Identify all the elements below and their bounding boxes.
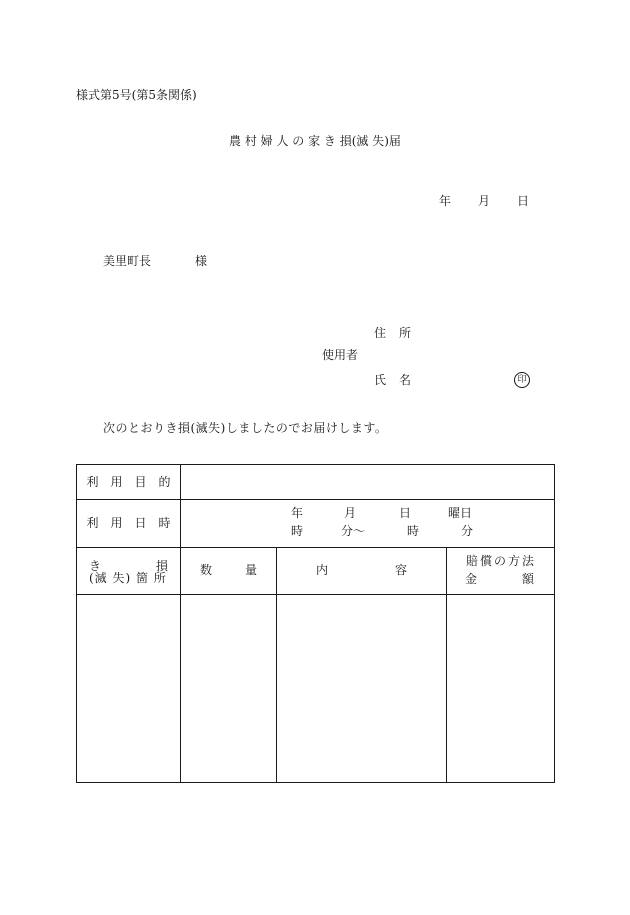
location-header-line2: (滅 失) 箇 所 bbox=[89, 571, 167, 585]
datetime-weekday-label: 曜日 bbox=[448, 506, 473, 520]
purpose-label-cell bbox=[76, 464, 181, 500]
content-header-cell bbox=[276, 547, 447, 595]
datetime-start-hour-label: 時 bbox=[291, 524, 304, 538]
compensation-header-cell bbox=[446, 547, 555, 595]
datetime-start-minute-label: 分〜 bbox=[341, 524, 366, 538]
seal-mark-icon: 印 bbox=[514, 372, 530, 388]
purpose-label: 利 用 目 的 bbox=[86, 475, 171, 489]
statement-text: 次のとおりき損(滅失)しましたのでお届けします。 bbox=[103, 421, 388, 435]
name-label: 氏 名 bbox=[374, 373, 412, 387]
quantity-header-left: 数 bbox=[200, 563, 213, 577]
entry-cell-quantity bbox=[180, 594, 277, 783]
datetime-month-label: 月 bbox=[344, 506, 357, 520]
datetime-end-minute-label: 分 bbox=[461, 524, 474, 538]
content-header-right: 容 bbox=[395, 563, 408, 577]
compensation-amount-right: 額 bbox=[522, 572, 535, 586]
entry-cell-content bbox=[276, 594, 447, 783]
location-header-cell bbox=[76, 547, 181, 595]
date-day-label: 日 bbox=[517, 194, 530, 208]
user-label: 使用者 bbox=[322, 348, 359, 362]
datetime-value-cell bbox=[180, 499, 555, 548]
addressee-name: 美里町長 bbox=[103, 254, 152, 268]
datetime-day-label: 日 bbox=[399, 506, 412, 520]
datetime-label-cell bbox=[76, 499, 181, 548]
entry-cell-compensation bbox=[446, 594, 555, 783]
address-label: 住 所 bbox=[374, 326, 412, 340]
compensation-amount-left: 金 bbox=[465, 572, 478, 586]
location-header-left: き bbox=[89, 559, 102, 573]
purpose-value-cell bbox=[180, 464, 555, 500]
datetime-year-label: 年 bbox=[291, 506, 304, 520]
quantity-header-cell bbox=[180, 547, 277, 595]
quantity-header-right: 量 bbox=[245, 563, 258, 577]
content-header-left: 内 bbox=[316, 563, 329, 577]
form-number: 様式第5号(第5条関係) bbox=[76, 88, 197, 102]
datetime-end-hour-label: 時 bbox=[407, 524, 420, 538]
date-year-label: 年 bbox=[439, 194, 452, 208]
date-month-label: 月 bbox=[478, 194, 491, 208]
form-title: 農 村 婦 人 の 家 き 損(滅 失)届 bbox=[229, 134, 401, 148]
report-table bbox=[76, 464, 555, 783]
datetime-label: 利 用 日 時 bbox=[86, 516, 171, 530]
location-header-right: 損 bbox=[156, 559, 169, 573]
addressee-honorific: 様 bbox=[195, 254, 208, 268]
entry-cell-location bbox=[76, 594, 181, 783]
compensation-method-label: 賠償の方法 bbox=[466, 554, 537, 568]
